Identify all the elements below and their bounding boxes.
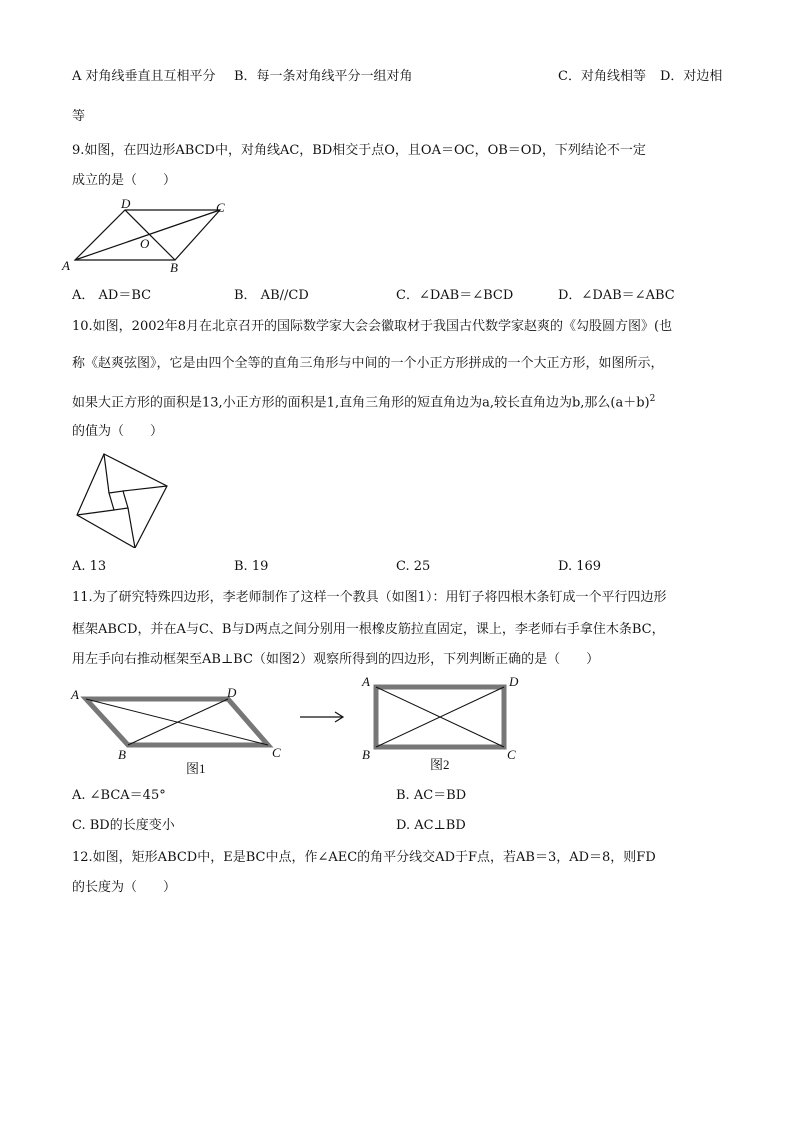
q11-option-b: B. AC＝BD <box>396 788 467 803</box>
q11-figure-2 <box>356 673 528 775</box>
right-arrow-icon <box>298 709 346 725</box>
q11-fig2-caption: 图2 <box>430 757 450 772</box>
q10-option-d: D. 169 <box>558 559 602 574</box>
q10-triangle-line-1 <box>104 454 109 493</box>
q11-fig1-label-b: B <box>118 747 126 762</box>
q10-big-square <box>77 454 167 548</box>
q11-figure-1 <box>68 685 294 779</box>
q9-label-d: D <box>121 198 131 211</box>
q11-option-c: C. BD的长度变小 <box>72 818 175 833</box>
q11-fig2-label-c: C <box>507 747 516 762</box>
q9-option-b: B． AB//CD <box>234 288 309 303</box>
q11-fig1-label-d: D <box>227 685 237 700</box>
q9-label-o: O <box>140 236 150 251</box>
q10-figure-zhaoshuang-diagram <box>72 448 172 548</box>
q11-stem-line2: 框架ABCD，并在A与C、B与D两点之间分别用一根橡皮筋拉直固定，课上，李老师右手拿住木条BC， <box>72 622 665 637</box>
q8-option-b: B．每一条对角线平分一组对角 <box>234 69 413 84</box>
q9-label-b: B <box>170 260 178 275</box>
q8-option-d: D．对边相 <box>660 69 723 84</box>
q9-stem-line1: 9.如图，在四边形ABCD中，对角线AC，BD相交于点O，且OA＝OC，OB＝OD，下列结论不一定 <box>72 143 646 158</box>
q9-option-d: D．∠DAB＝∠ABC <box>558 288 675 303</box>
q8-option-a: A 对角线垂直且互相平分 <box>72 69 216 84</box>
q11-stem-line1: 11.为了研究特殊四边形，李老师制作了这样一个教具（如图1）：用钉子将四根木条钉成一个平行四边形 <box>72 590 667 605</box>
q10-stem-line3-text: 如果大正方形的面积是13,小正方形的面积是1,直角三角形的短直角边为a,较长直角边为b,那么(a＋b) <box>72 395 650 411</box>
q9-diagonal-bd <box>125 210 175 260</box>
q10-stem-exponent: 2 <box>649 394 656 404</box>
q11-fig1-label-a: A <box>71 687 79 702</box>
q9-figure-parallelogram <box>60 198 240 276</box>
q8-option-d-wrap: 等 <box>72 109 86 124</box>
q10-small-square <box>109 491 128 510</box>
q11-fig1-diagonal-bd <box>128 699 228 745</box>
q10-triangle-line-3 <box>128 508 135 548</box>
q9-stem-line2: 成立的是（ ） <box>72 173 177 188</box>
q11-option-d: D. AC⊥BD <box>396 818 466 833</box>
q11-fig2-label-a: A <box>362 674 370 689</box>
q9-label-c: C <box>216 200 225 215</box>
q10-triangle-line-2 <box>123 486 167 491</box>
q11-fig1-caption: 图1 <box>186 761 206 776</box>
q10-stem-line1: 10.如图，2002年8月在北京召开的国际数学家大会会徽取材于我国古代数学家赵爽的《勾股圆方图》(也 <box>72 319 673 334</box>
q10-stem-line3 <box>72 390 655 412</box>
q10-option-a: A. 13 <box>72 559 107 574</box>
q11-fig2-label-d: D <box>509 674 519 689</box>
q12-stem-line2: 的长度为（ ） <box>72 880 177 895</box>
q9-label-a: A <box>62 258 70 273</box>
q9-option-a: A． AD＝BC <box>72 288 152 303</box>
q10-stem-line2: 称《赵爽弦图》，它是由四个全等的直角三角形与中间的一个小正方形拼成的一个大正方形，如图所示， <box>72 356 664 371</box>
q10-option-b: B. 19 <box>234 559 269 574</box>
q11-option-a: A. ∠BCA＝45° <box>72 788 166 803</box>
q8-option-c: C．对角线相等 <box>558 69 646 84</box>
q11-fig2-label-b: B <box>362 747 370 762</box>
q11-fig1-label-c: C <box>272 745 281 760</box>
q10-triangle-line-4 <box>77 510 114 515</box>
q10-option-c: C. 25 <box>396 559 431 574</box>
q11-stem-line3: 用左手向右推动框架至AB⊥BC（如图2）观察所得到的四边形，下列判断正确的是（ ） <box>72 652 600 667</box>
q12-stem-line1: 12.如图，矩形ABCD中，E是BC中点，作∠AEC的角平分线交AD于F点，若AB＝3，AD＝8，则FD <box>72 850 656 865</box>
q10-stem-line4: 的值为（ ） <box>72 424 164 439</box>
q9-option-c: C．∠DAB＝∠BCD <box>396 288 514 303</box>
